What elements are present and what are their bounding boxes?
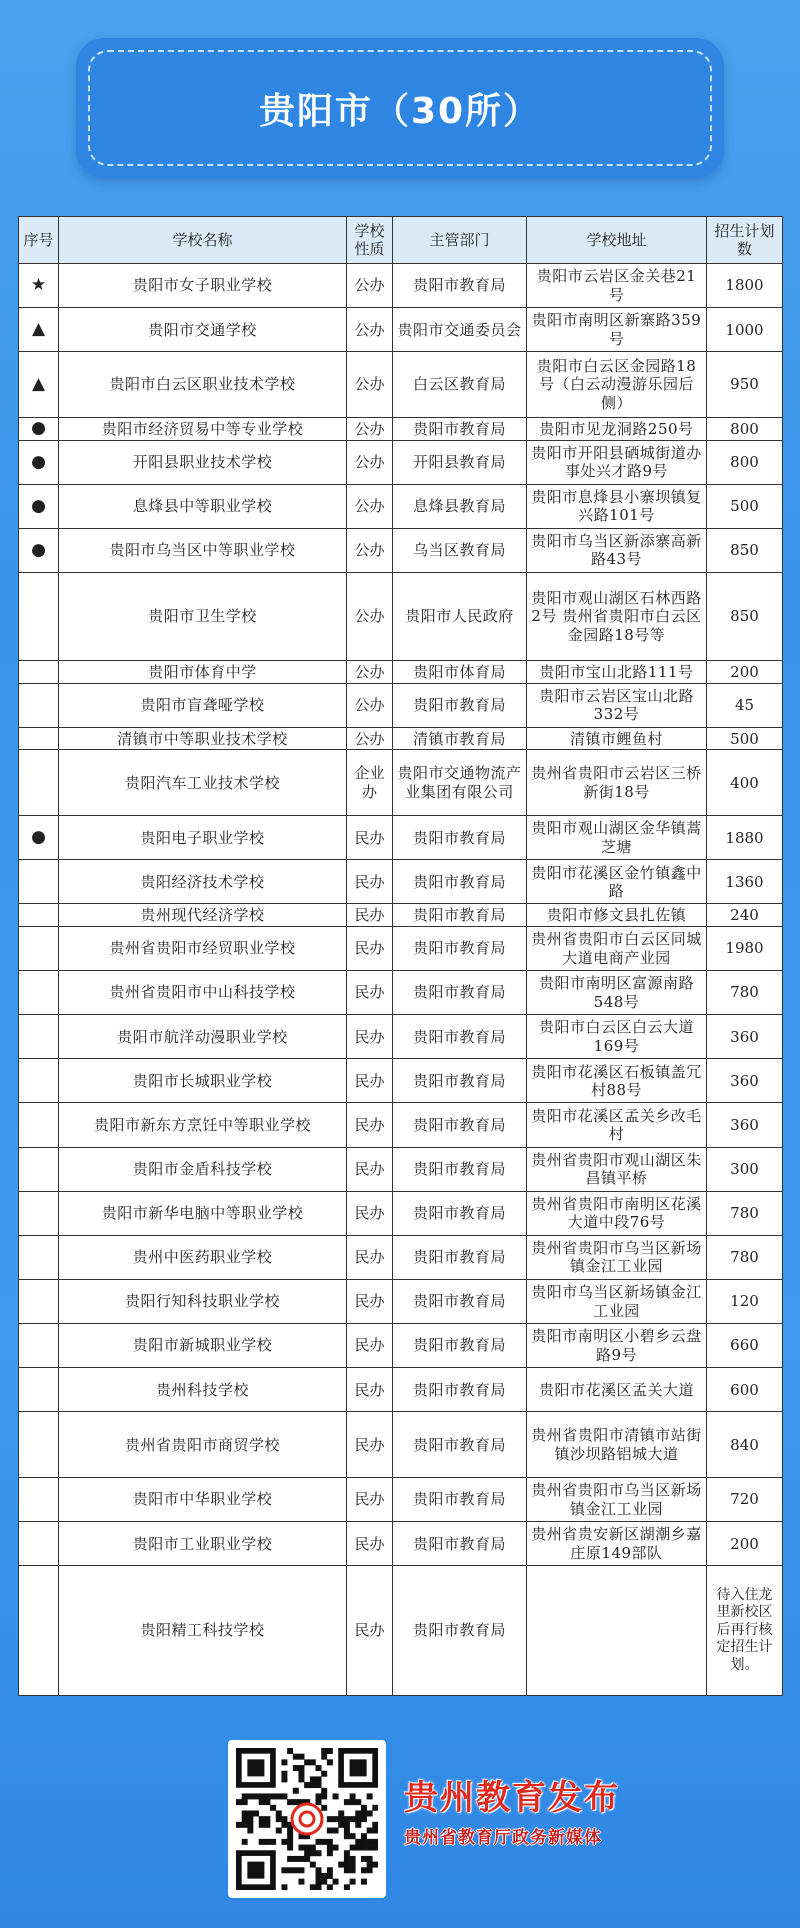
- cell-school-nature: 民办: [347, 1368, 393, 1412]
- cell-department: 乌当区教育局: [393, 528, 527, 572]
- cell-seq-symbol: [19, 1235, 59, 1279]
- cell-department: 贵阳市交通物流产业集团有限公司: [393, 750, 527, 816]
- cell-enroll-plan: 1800: [707, 264, 783, 308]
- header-nature: 学校性质: [347, 217, 393, 264]
- cell-address: 贵阳市花溪区石板镇盖冗村88号: [527, 1059, 707, 1103]
- cell-seq-symbol: [19, 904, 59, 927]
- cell-address: 贵阳市乌当区新添寨高新路43号: [527, 528, 707, 572]
- table-row: [19, 1103, 783, 1147]
- cell-seq-symbol: [19, 1522, 59, 1566]
- cell-school-nature: 民办: [347, 1412, 393, 1478]
- cell-school-name: 贵阳市乌当区中等职业学校: [59, 528, 347, 572]
- cell-enroll-plan: 840: [707, 1412, 783, 1478]
- cell-school-nature: 公办: [347, 528, 393, 572]
- cell-school-name: 贵阳市新华电脑中等职业学校: [59, 1191, 347, 1235]
- cell-enroll-plan: 待入住龙里新校区后再行核定招生计划。: [707, 1566, 783, 1696]
- cell-address: 贵阳市开阳县硒城街道办事处兴才路9号: [527, 440, 707, 484]
- footer: [0, 1740, 800, 1900]
- cell-seq-symbol: [19, 1059, 59, 1103]
- header-name: 学校名称: [59, 217, 347, 264]
- cell-department: 息烽县教育局: [393, 484, 527, 528]
- cell-school-name: 贵阳电子职业学校: [59, 816, 347, 860]
- cell-school-nature: 公办: [347, 417, 393, 440]
- cell-address: 贵州省贵阳市清镇市站街镇沙坝路铝城大道: [527, 1412, 707, 1478]
- cell-enroll-plan: 360: [707, 1059, 783, 1103]
- cell-enroll-plan: 950: [707, 352, 783, 418]
- cell-seq-symbol: [19, 1279, 59, 1323]
- cell-department: 贵阳市教育局: [393, 1279, 527, 1323]
- table-row: [19, 1368, 783, 1412]
- cell-school-nature: 公办: [347, 661, 393, 684]
- cell-school-name: 贵阳市新东方烹饪中等职业学校: [59, 1103, 347, 1147]
- cell-seq-symbol: [19, 750, 59, 816]
- cell-department: 贵阳市交通委员会: [393, 308, 527, 352]
- table-row: [19, 484, 783, 528]
- cell-seq-symbol: ●: [19, 417, 59, 440]
- cell-school-nature: 民办: [347, 816, 393, 860]
- table-row: [19, 904, 783, 927]
- cell-school-nature: 民办: [347, 1147, 393, 1191]
- cell-department: 开阳县教育局: [393, 440, 527, 484]
- cell-seq-symbol: [19, 860, 59, 904]
- cell-school-name: 贵阳市卫生学校: [59, 572, 347, 660]
- cell-address: 贵阳市花溪区孟关乡改毛村: [527, 1103, 707, 1147]
- cell-enroll-plan: 360: [707, 1015, 783, 1059]
- cell-address: 贵州省贵阳市观山湖区朱昌镇平桥: [527, 1147, 707, 1191]
- cell-school-name: 贵阳市中华职业学校: [59, 1478, 347, 1522]
- cell-school-name: 贵州省贵阳市中山科技学校: [59, 971, 347, 1015]
- cell-department: 贵阳市人民政府: [393, 572, 527, 660]
- cell-seq-symbol: [19, 572, 59, 660]
- table-row: [19, 1324, 783, 1368]
- cell-seq-symbol: [19, 1412, 59, 1478]
- cell-department: 贵阳市教育局: [393, 1412, 527, 1478]
- cell-department: 贵阳市教育局: [393, 904, 527, 927]
- cell-enroll-plan: 360: [707, 1103, 783, 1147]
- cell-school-nature: 公办: [347, 352, 393, 418]
- header-dept: 主管部门: [393, 217, 527, 264]
- cell-enroll-plan: 850: [707, 572, 783, 660]
- cell-school-nature: 民办: [347, 904, 393, 927]
- cell-address: 贵阳市乌当区新场镇金江工业园: [527, 1279, 707, 1323]
- cell-address: 贵阳市息烽县小寨坝镇复兴路101号: [527, 484, 707, 528]
- cell-seq-symbol: [19, 1015, 59, 1059]
- table-row: [19, 1015, 783, 1059]
- cell-school-name: 贵阳经济技术学校: [59, 860, 347, 904]
- table-row: [19, 1478, 783, 1522]
- brand-logo: [404, 1770, 704, 1848]
- table-row: [19, 661, 783, 684]
- cell-department: 贵阳市教育局: [393, 683, 527, 727]
- table-row: [19, 352, 783, 418]
- cell-department: 贵阳市教育局: [393, 1566, 527, 1696]
- cell-enroll-plan: 800: [707, 440, 783, 484]
- cell-school-name: 开阳县职业技术学校: [59, 440, 347, 484]
- cell-department: 贵阳市体育局: [393, 661, 527, 684]
- cell-enroll-plan: 800: [707, 417, 783, 440]
- cell-address: 贵州省贵阳市云岩区三桥新街18号: [527, 750, 707, 816]
- cell-enroll-plan: 660: [707, 1324, 783, 1368]
- table-row: [19, 926, 783, 970]
- cell-address: 贵阳市花溪区金竹镇鑫中路: [527, 860, 707, 904]
- cell-enroll-plan: 600: [707, 1368, 783, 1412]
- cell-seq-symbol: [19, 1478, 59, 1522]
- cell-address: 贵阳市云岩区金关巷21号: [527, 264, 707, 308]
- table-row: [19, 727, 783, 750]
- cell-enroll-plan: 500: [707, 727, 783, 750]
- cell-school-name: 清镇市中等职业技术学校: [59, 727, 347, 750]
- cell-address: 贵阳市云岩区宝山北路332号: [527, 683, 707, 727]
- cell-seq-symbol: ●: [19, 484, 59, 528]
- cell-seq-symbol: ★: [19, 264, 59, 308]
- table-row: [19, 1059, 783, 1103]
- cell-school-nature: 民办: [347, 1015, 393, 1059]
- cell-department: 贵阳市教育局: [393, 1478, 527, 1522]
- cell-seq-symbol: [19, 1368, 59, 1412]
- cell-school-name: 贵阳市体育中学: [59, 661, 347, 684]
- cell-seq-symbol: ●: [19, 440, 59, 484]
- cell-school-name: 贵阳市交通学校: [59, 308, 347, 352]
- cell-address: 贵阳市修文县扎佐镇: [527, 904, 707, 927]
- cell-school-name: 贵阳市白云区职业技术学校: [59, 352, 347, 418]
- cell-school-nature: 民办: [347, 1279, 393, 1323]
- cell-school-name: 贵阳行知科技职业学校: [59, 1279, 347, 1323]
- table-row: [19, 1191, 783, 1235]
- cell-school-nature: 民办: [347, 1324, 393, 1368]
- cell-address: 清镇市鲤鱼村: [527, 727, 707, 750]
- cell-school-nature: 民办: [347, 971, 393, 1015]
- cell-seq-symbol: [19, 926, 59, 970]
- cell-address: 贵阳市白云区金园路18号（白云动漫游乐园后侧）: [527, 352, 707, 418]
- header-addr: 学校地址: [527, 217, 707, 264]
- cell-enroll-plan: 720: [707, 1478, 783, 1522]
- cell-school-name: 贵阳市经济贸易中等专业学校: [59, 417, 347, 440]
- cell-school-name: 贵阳市盲聋哑学校: [59, 683, 347, 727]
- cell-enroll-plan: 300: [707, 1147, 783, 1191]
- cell-school-nature: 公办: [347, 440, 393, 484]
- cell-department: 贵阳市教育局: [393, 1015, 527, 1059]
- table-row: [19, 1147, 783, 1191]
- table-body: [19, 264, 783, 1696]
- brand-title: 贵州教育发布: [404, 1778, 620, 1818]
- cell-department: 白云区教育局: [393, 352, 527, 418]
- cell-school-nature: 公办: [347, 727, 393, 750]
- cell-enroll-plan: 780: [707, 971, 783, 1015]
- cell-enroll-plan: 1360: [707, 860, 783, 904]
- table-row: [19, 417, 783, 440]
- cell-enroll-plan: 120: [707, 1279, 783, 1323]
- cell-school-name: 贵州现代经济学校: [59, 904, 347, 927]
- cell-department: 贵阳市教育局: [393, 1235, 527, 1279]
- cell-department: 贵阳市教育局: [393, 417, 527, 440]
- cell-seq-symbol: [19, 661, 59, 684]
- cell-school-name: 贵阳市航洋动漫职业学校: [59, 1015, 347, 1059]
- table-row: [19, 308, 783, 352]
- table-row: [19, 750, 783, 816]
- qr-code-icon: [228, 1740, 386, 1898]
- cell-seq-symbol: [19, 1566, 59, 1696]
- title-banner: [76, 38, 724, 178]
- cell-enroll-plan: 500: [707, 484, 783, 528]
- cell-seq-symbol: [19, 1324, 59, 1368]
- cell-address: 贵阳市花溪区孟关大道: [527, 1368, 707, 1412]
- cell-enroll-plan: 780: [707, 1235, 783, 1279]
- cell-address: 贵州省贵阳市白云区同城大道电商产业园: [527, 926, 707, 970]
- cell-school-name: 贵阳精工科技学校: [59, 1566, 347, 1696]
- cell-school-name: 贵阳市新城职业学校: [59, 1324, 347, 1368]
- cell-address: 贵阳市宝山北路111号: [527, 661, 707, 684]
- cell-seq-symbol: [19, 1191, 59, 1235]
- school-table-container: [18, 216, 782, 1696]
- title-banner-frame: [88, 50, 712, 166]
- cell-address: 贵阳市见龙洞路250号: [527, 417, 707, 440]
- cell-school-name: 贵州省贵阳市商贸学校: [59, 1412, 347, 1478]
- cell-school-name: 贵阳市工业职业学校: [59, 1522, 347, 1566]
- cell-school-nature: 民办: [347, 860, 393, 904]
- cell-department: 贵阳市教育局: [393, 1522, 527, 1566]
- cell-school-name: 贵州科技学校: [59, 1368, 347, 1412]
- cell-school-nature: 公办: [347, 308, 393, 352]
- cell-seq-symbol: ●: [19, 528, 59, 572]
- cell-department: 贵阳市教育局: [393, 264, 527, 308]
- cell-enroll-plan: 240: [707, 904, 783, 927]
- cell-department: 贵阳市教育局: [393, 1103, 527, 1147]
- cell-department: 贵阳市教育局: [393, 1368, 527, 1412]
- cell-department: 贵阳市教育局: [393, 816, 527, 860]
- brand-subtitle: 贵州省教育厅政务新媒体: [404, 1828, 602, 1848]
- cell-address: 贵阳市白云区白云大道169号: [527, 1015, 707, 1059]
- cell-address: [527, 1566, 707, 1696]
- cell-address: 贵州省贵阳市乌当区新场镇金江工业园: [527, 1478, 707, 1522]
- cell-address: 贵阳市南明区新寨路359号: [527, 308, 707, 352]
- cell-school-nature: 民办: [347, 1566, 393, 1696]
- table-row: [19, 528, 783, 572]
- cell-address: 贵阳市南明区富源南路548号: [527, 971, 707, 1015]
- cell-school-name: 贵阳市金盾科技学校: [59, 1147, 347, 1191]
- cell-address: 贵阳市观山湖区金华镇蒿芝塘: [527, 816, 707, 860]
- cell-school-nature: 民办: [347, 1059, 393, 1103]
- cell-school-name: 息烽县中等职业学校: [59, 484, 347, 528]
- cell-enroll-plan: 200: [707, 1522, 783, 1566]
- cell-school-name: 贵阳汽车工业技术学校: [59, 750, 347, 816]
- cell-school-name: 贵州省贵阳市经贸职业学校: [59, 926, 347, 970]
- cell-department: 贵阳市教育局: [393, 1147, 527, 1191]
- page-title: 贵阳市（30所）: [258, 90, 542, 132]
- cell-address: 贵州省贵安新区湖潮乡嘉庄原149部队: [527, 1522, 707, 1566]
- cell-address: 贵阳市南明区小碧乡云盘路9号: [527, 1324, 707, 1368]
- cell-school-name: 贵州中医药职业学校: [59, 1235, 347, 1279]
- table-row: [19, 264, 783, 308]
- cell-address: 贵州省贵阳市南明区花溪大道中段76号: [527, 1191, 707, 1235]
- header-seq: 序号: [19, 217, 59, 264]
- cell-department: 贵阳市教育局: [393, 1059, 527, 1103]
- table-row: [19, 572, 783, 660]
- cell-seq-symbol: ▲: [19, 352, 59, 418]
- table-row: [19, 1522, 783, 1566]
- table-row: [19, 1412, 783, 1478]
- cell-department: 贵阳市教育局: [393, 1324, 527, 1368]
- cell-seq-symbol: ▲: [19, 308, 59, 352]
- table-row: [19, 1279, 783, 1323]
- cell-school-name: 贵阳市长城职业学校: [59, 1059, 347, 1103]
- cell-school-nature: 企业办: [347, 750, 393, 816]
- header-plan: 招生计划数: [707, 217, 783, 264]
- table-row: [19, 683, 783, 727]
- cell-seq-symbol: [19, 971, 59, 1015]
- cell-enroll-plan: 1980: [707, 926, 783, 970]
- cell-address: 贵州省贵阳市乌当区新场镇金江工业园: [527, 1235, 707, 1279]
- table-row: [19, 440, 783, 484]
- table-row: [19, 1235, 783, 1279]
- cell-school-name: 贵阳市女子职业学校: [59, 264, 347, 308]
- cell-seq-symbol: ●: [19, 816, 59, 860]
- cell-school-nature: 公办: [347, 484, 393, 528]
- cell-department: 贵阳市教育局: [393, 971, 527, 1015]
- cell-department: 贵阳市教育局: [393, 1191, 527, 1235]
- table-row: [19, 1566, 783, 1696]
- cell-seq-symbol: [19, 683, 59, 727]
- table-header-row: [19, 217, 783, 264]
- cell-department: 清镇市教育局: [393, 727, 527, 750]
- cell-enroll-plan: 45: [707, 683, 783, 727]
- cell-school-nature: 民办: [347, 1103, 393, 1147]
- cell-school-nature: 民办: [347, 1235, 393, 1279]
- cell-school-nature: 民办: [347, 1478, 393, 1522]
- cell-school-nature: 公办: [347, 264, 393, 308]
- cell-seq-symbol: [19, 1103, 59, 1147]
- cell-school-nature: 民办: [347, 1522, 393, 1566]
- cell-enroll-plan: 200: [707, 661, 783, 684]
- cell-address: 贵阳市观山湖区石林西路2号 贵州省贵阳市白云区金园路18号等: [527, 572, 707, 660]
- table-row: [19, 971, 783, 1015]
- cell-enroll-plan: 400: [707, 750, 783, 816]
- cell-seq-symbol: [19, 727, 59, 750]
- cell-enroll-plan: 1000: [707, 308, 783, 352]
- cell-seq-symbol: [19, 1147, 59, 1191]
- cell-department: 贵阳市教育局: [393, 926, 527, 970]
- cell-enroll-plan: 780: [707, 1191, 783, 1235]
- table-row: [19, 816, 783, 860]
- cell-school-nature: 民办: [347, 1191, 393, 1235]
- table-row: [19, 860, 783, 904]
- cell-school-nature: 公办: [347, 572, 393, 660]
- cell-enroll-plan: 1880: [707, 816, 783, 860]
- cell-department: 贵阳市教育局: [393, 860, 527, 904]
- cell-school-nature: 民办: [347, 926, 393, 970]
- cell-enroll-plan: 850: [707, 528, 783, 572]
- cell-school-nature: 公办: [347, 683, 393, 727]
- school-table: [18, 216, 783, 1696]
